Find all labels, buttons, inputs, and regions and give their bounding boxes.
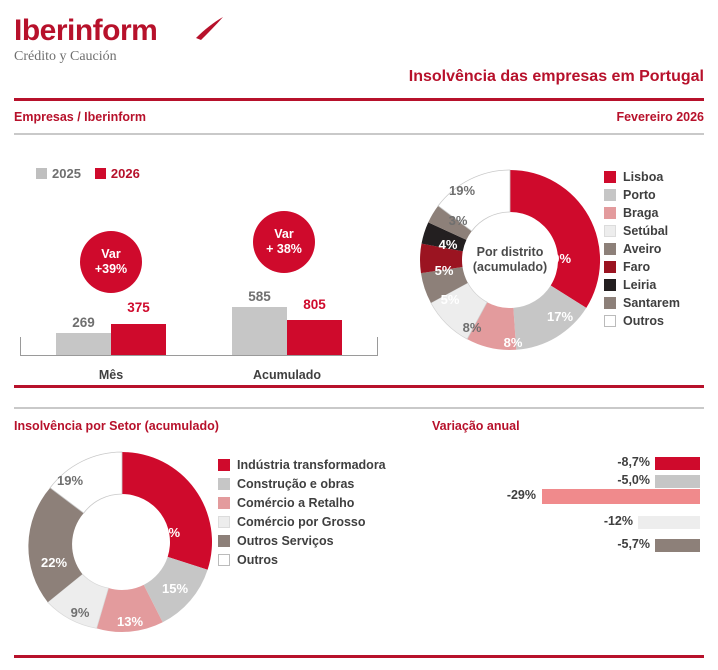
slice-label-aveiro: 5% [440, 292, 460, 307]
setor-legend [218, 455, 386, 569]
legend-label-grosso: Comércio por Grosso [237, 514, 366, 529]
legend-row-outros-servicos [218, 531, 386, 550]
legend-row-outros-distrito [604, 312, 680, 330]
slice-industria [122, 452, 212, 570]
legend-swatch-2025 [36, 168, 47, 179]
vbar-construcao [655, 475, 700, 488]
divider-top [14, 98, 704, 101]
variation-badge-mes-value: +39% [94, 262, 128, 276]
vbar-label-construcao: -5,0% [617, 473, 650, 487]
slice-label-construcao: 15% [161, 581, 189, 596]
legend-label-porto: Porto [623, 188, 656, 202]
slice-label-outros: 19% [448, 183, 476, 198]
bar-chart-axis-left [20, 337, 21, 356]
legend-swatch-lisboa [604, 171, 616, 183]
legend-label-construcao: Construção e obras [237, 476, 355, 491]
legend-row-braga [604, 204, 680, 222]
distrito-legend [604, 168, 680, 330]
sector-section-title: Insolvência por Setor (acumulado) [14, 419, 219, 433]
variation-badge-acumulado-label: Var [274, 227, 294, 241]
legend-row-setubal [604, 222, 680, 240]
bar-2025-acumulado [232, 307, 287, 355]
slice-label-porto: 17% [546, 309, 574, 324]
vbar-label-industria: -8,7% [617, 455, 650, 469]
legend-swatch-setubal [604, 225, 616, 237]
legend-label-faro: Faro [623, 260, 651, 274]
slice-label-setubal: 8% [462, 320, 482, 335]
slice-label-retalho: 13% [116, 614, 144, 629]
slice-label-leiria: 4% [438, 237, 458, 252]
divider-thin-middle [14, 407, 704, 409]
variation-badge-acumulado [253, 211, 315, 273]
legend-label-outros-distrito: Outros [623, 314, 664, 328]
vbar-label-grosso: -12% [603, 514, 633, 528]
legend-label-2025: 2025 [52, 166, 81, 181]
divider-bottom [14, 655, 704, 658]
legend-swatch-faro [604, 261, 616, 273]
legend-swatch-construcao [218, 478, 230, 490]
setor-donut-chart [12, 437, 232, 647]
divider-thin-top [14, 133, 704, 135]
legend-label-lisboa: Lisboa [623, 170, 664, 184]
legend-row-aveiro [604, 240, 680, 258]
legend-swatch-aveiro [604, 243, 616, 255]
legend-item-2025 [36, 166, 81, 181]
divider-middle [14, 385, 704, 388]
legend-label-braga: Braga [623, 206, 659, 220]
legend-label-2026: 2026 [110, 166, 140, 181]
vbar-industria [655, 457, 700, 470]
legend-row-lisboa [604, 168, 680, 186]
legend-swatch-outros-distrito [604, 315, 616, 327]
distrito-center-line2: (acumulado) [472, 260, 548, 274]
bar-2025-mes [56, 333, 111, 355]
bar-chart-baseline [20, 355, 378, 356]
year-legend [36, 166, 140, 181]
legend-row-retalho [218, 493, 386, 512]
legend-row-santarem [604, 294, 680, 312]
variation-section-title: Variação anual [432, 419, 520, 433]
variation-badge-acumulado-value: + 38% [266, 242, 302, 256]
swoosh-icon [194, 16, 224, 42]
slice-label-lisboa: 30% [544, 251, 572, 266]
bar-value-2025-acumulado: 585 [248, 289, 271, 304]
legend-label-outros-setor: Outros [237, 552, 278, 567]
legend-row-construcao [218, 474, 386, 493]
legend-label-retalho: Comércio a Retalho [237, 495, 355, 510]
slice-lisboa [510, 170, 600, 308]
legend-swatch-2026 [95, 168, 106, 179]
legend-swatch-retalho [218, 497, 230, 509]
slice-label-outros-setor: 19% [56, 473, 84, 488]
legend-label-santarem: Santarem [623, 296, 680, 310]
slice-label-outros-servicos: 22% [40, 555, 68, 570]
brand-logo [14, 14, 157, 65]
slice-label-faro: 5% [434, 263, 454, 278]
bar-category-mes: Mês [98, 368, 124, 382]
legend-label-aveiro: Aveiro [623, 242, 662, 256]
subhead-right: Fevereiro 2026 [616, 110, 704, 124]
variation-badge-mes-label: Var [101, 247, 121, 261]
bar-chart-axis-right [377, 337, 378, 356]
bar-value-2026-acumulado: 805 [303, 297, 326, 312]
vbar-label-outros-servicos: -5,7% [617, 537, 650, 551]
legend-row-outros-setor [218, 550, 386, 569]
legend-swatch-leiria [604, 279, 616, 291]
legend-row-porto [604, 186, 680, 204]
distrito-donut-center-label [460, 245, 560, 275]
vbar-label-retalho: -29% [506, 488, 536, 502]
legend-swatch-outros-setor [218, 554, 230, 566]
legend-row-leiria [604, 276, 680, 294]
subhead-left: Empresas / Iberinform [14, 110, 146, 124]
legend-label-outros-servicos: Outros Serviços [237, 533, 334, 548]
legend-row-grosso [218, 512, 386, 531]
bar-2026-mes [111, 324, 166, 355]
distrito-center-line1: Por distrito [476, 245, 544, 259]
brand-tagline: Crédito y Caución [14, 49, 117, 64]
legend-row-faro [604, 258, 680, 276]
bar-2026-acumulado [287, 320, 342, 355]
vbar-outros-servicos [655, 539, 700, 552]
bar-category-acumulado: Acumulado [252, 368, 322, 382]
legend-label-industria: Indústria transformadora [237, 457, 386, 472]
legend-swatch-outros-servicos [218, 535, 230, 547]
vbar-grosso [638, 516, 700, 529]
slice-label-santarem: 3% [448, 213, 468, 228]
page-title: Insolvência das empresas em Portugal [408, 68, 704, 85]
legend-row-industria [218, 455, 386, 474]
bar-value-2025-mes: 269 [72, 315, 95, 330]
variation-badge-mes [80, 231, 142, 293]
bar-value-2026-mes: 375 [127, 300, 150, 315]
slice-label-grosso: 9% [70, 605, 90, 620]
legend-item-2026 [95, 166, 140, 181]
legend-label-setubal: Setúbal [623, 224, 669, 238]
slice-label-industria: 22% [153, 525, 181, 540]
vbar-retalho [542, 489, 700, 504]
legend-swatch-industria [218, 459, 230, 471]
legend-swatch-santarem [604, 297, 616, 309]
legend-label-leiria: Leiria [623, 278, 657, 292]
legend-swatch-grosso [218, 516, 230, 528]
legend-swatch-braga [604, 207, 616, 219]
legend-swatch-porto [604, 189, 616, 201]
slice-label-braga: 8% [503, 335, 523, 350]
brand-name: Iberinform [14, 14, 158, 47]
